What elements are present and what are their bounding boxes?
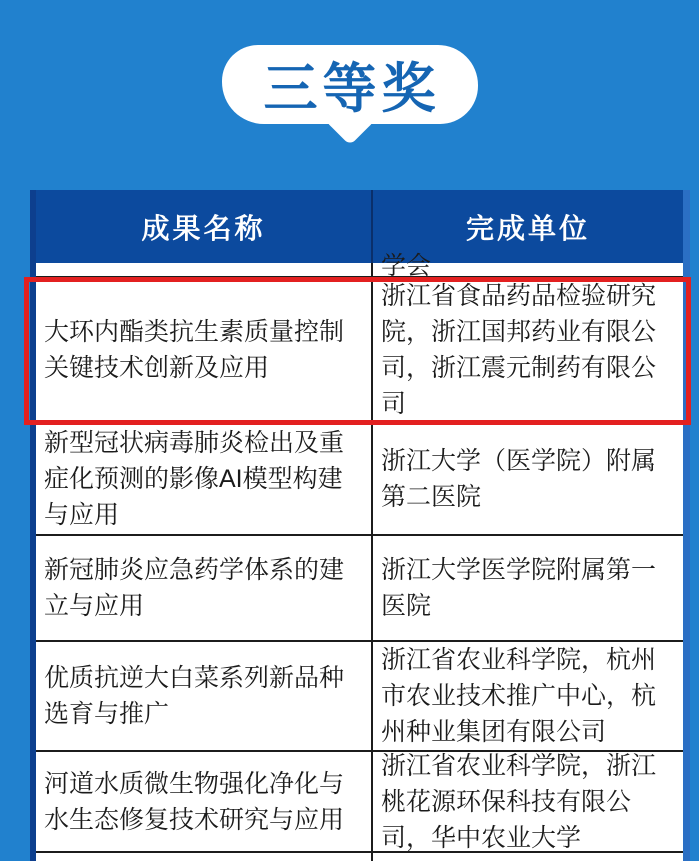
cell-completing-unit: 浙江大学医学院附属第一医院 — [381, 556, 657, 620]
table-row-highlighted — [36, 278, 683, 424]
award-banner — [222, 45, 478, 124]
cell-completing-unit: 浙江大学（医学院）附属第二医院 — [381, 447, 657, 511]
cell-completing-unit: 浙江省农业科学院，杭州市农业技术推广中心，杭州种业集团有限公司 — [381, 646, 657, 746]
cell-name — [36, 263, 373, 276]
table-row-partial — [36, 853, 683, 861]
cell-achievement-name: 新型冠状病毒肺炎检出及重症化预测的影像AI模型构建与应用 — [36, 424, 373, 534]
clipped-unit-text: 学会 — [381, 252, 432, 280]
header-cell-completing-unit: 完成单位 — [465, 212, 590, 244]
table-row — [36, 642, 683, 752]
table-header-row — [36, 190, 683, 263]
header-cell-achievement-name: 成果名称 — [36, 190, 373, 263]
cell-completing-unit: 浙江省农业科学院，浙江桃花源环保科技有限公司，华中农业大学 — [381, 751, 657, 852]
results-table — [30, 190, 690, 861]
cell-achievement-name: 优质抗逆大白菜系列新品种选育与推广 — [36, 642, 373, 750]
cell-achievement-name — [36, 853, 373, 861]
clipped-row — [36, 252, 683, 280]
cell-completing-unit: 浙江省食品药品检验研究院，浙江国邦药业有限公司，浙江震元制药有限公司 — [381, 282, 657, 418]
cell-unit — [373, 252, 683, 280]
cell-achievement-name: 河道水质微生物强化净化与水生态修复技术研究与应用 — [36, 752, 373, 851]
award-banner-label: 三等奖 — [263, 59, 441, 119]
table-row — [36, 536, 683, 642]
cell-completing-unit — [373, 853, 683, 861]
table-row — [36, 424, 683, 536]
table-row — [36, 752, 683, 853]
cell-achievement-name: 新冠肺炎应急药学体系的建立与应用 — [36, 536, 373, 640]
cell-achievement-name: 大环内酯类抗生素质量控制关键技术创新及应用 — [36, 278, 373, 422]
